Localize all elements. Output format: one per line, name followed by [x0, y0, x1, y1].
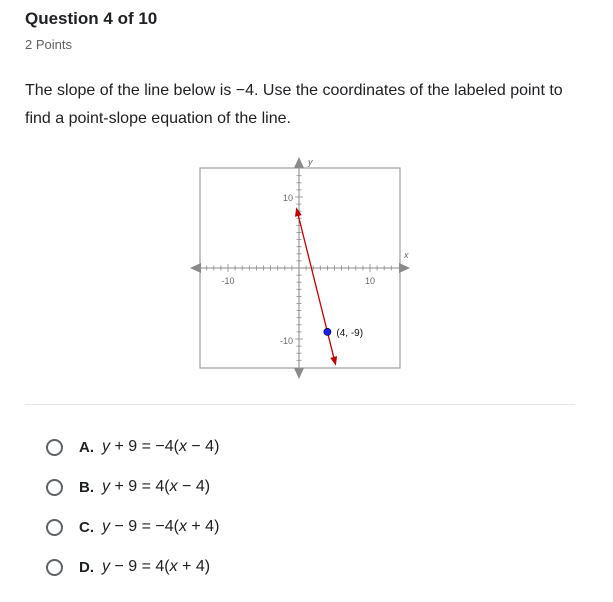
choice-c-letter: C. [79, 518, 94, 536]
y-tick-label-10: 10 [282, 193, 293, 203]
choice-d[interactable] [46, 547, 219, 587]
x-axis-right-arrow [399, 263, 410, 273]
choice-a-equation: y + 9 = −4(x − 4) [102, 438, 220, 455]
question-title: Question 4 of 10 [25, 9, 158, 28]
y-axis-up-arrow [294, 157, 304, 168]
labeled-point [324, 328, 331, 335]
y-tick-label-neg10: -10 [279, 336, 293, 346]
choice-d-letter: D. [79, 558, 94, 576]
question-text: The slope of the line below is −4. Use the coordinates of the labeled point to find a point-slope equation of the line. [25, 82, 563, 127]
question-header [25, 9, 157, 29]
radio-button-a[interactable] [46, 439, 63, 456]
radio-button-c[interactable] [46, 519, 63, 536]
answer-choices [46, 427, 219, 587]
x-axis-label: x [404, 250, 409, 260]
choice-a[interactable] [46, 427, 219, 467]
choice-b-letter: B. [79, 478, 94, 496]
x-tick-label-neg10: -10 [221, 276, 235, 286]
x-tick-label-10: 10 [364, 276, 376, 286]
choice-c[interactable] [46, 507, 219, 547]
y-axis-down-arrow [294, 368, 304, 379]
x-axis-left-arrow [190, 263, 201, 273]
choice-d-equation: y − 9 = 4(x + 4) [102, 558, 211, 575]
radio-button-b[interactable] [46, 479, 63, 496]
choice-b[interactable] [46, 467, 219, 507]
coordinate-graph [185, 150, 425, 382]
line-arrow-bottom [330, 356, 337, 366]
choice-b-equation: y + 9 = 4(x − 4) [102, 478, 211, 495]
y-axis-label: y [308, 157, 313, 167]
radio-button-d[interactable] [46, 559, 63, 576]
choice-c-equation: y − 9 = −4(x + 4) [102, 518, 220, 535]
question-points: 2 Points [25, 37, 72, 52]
choice-a-letter: A. [79, 438, 94, 456]
point-label: (4, -9) [336, 327, 364, 339]
line-arrow-top [295, 207, 302, 217]
divider [25, 404, 575, 405]
